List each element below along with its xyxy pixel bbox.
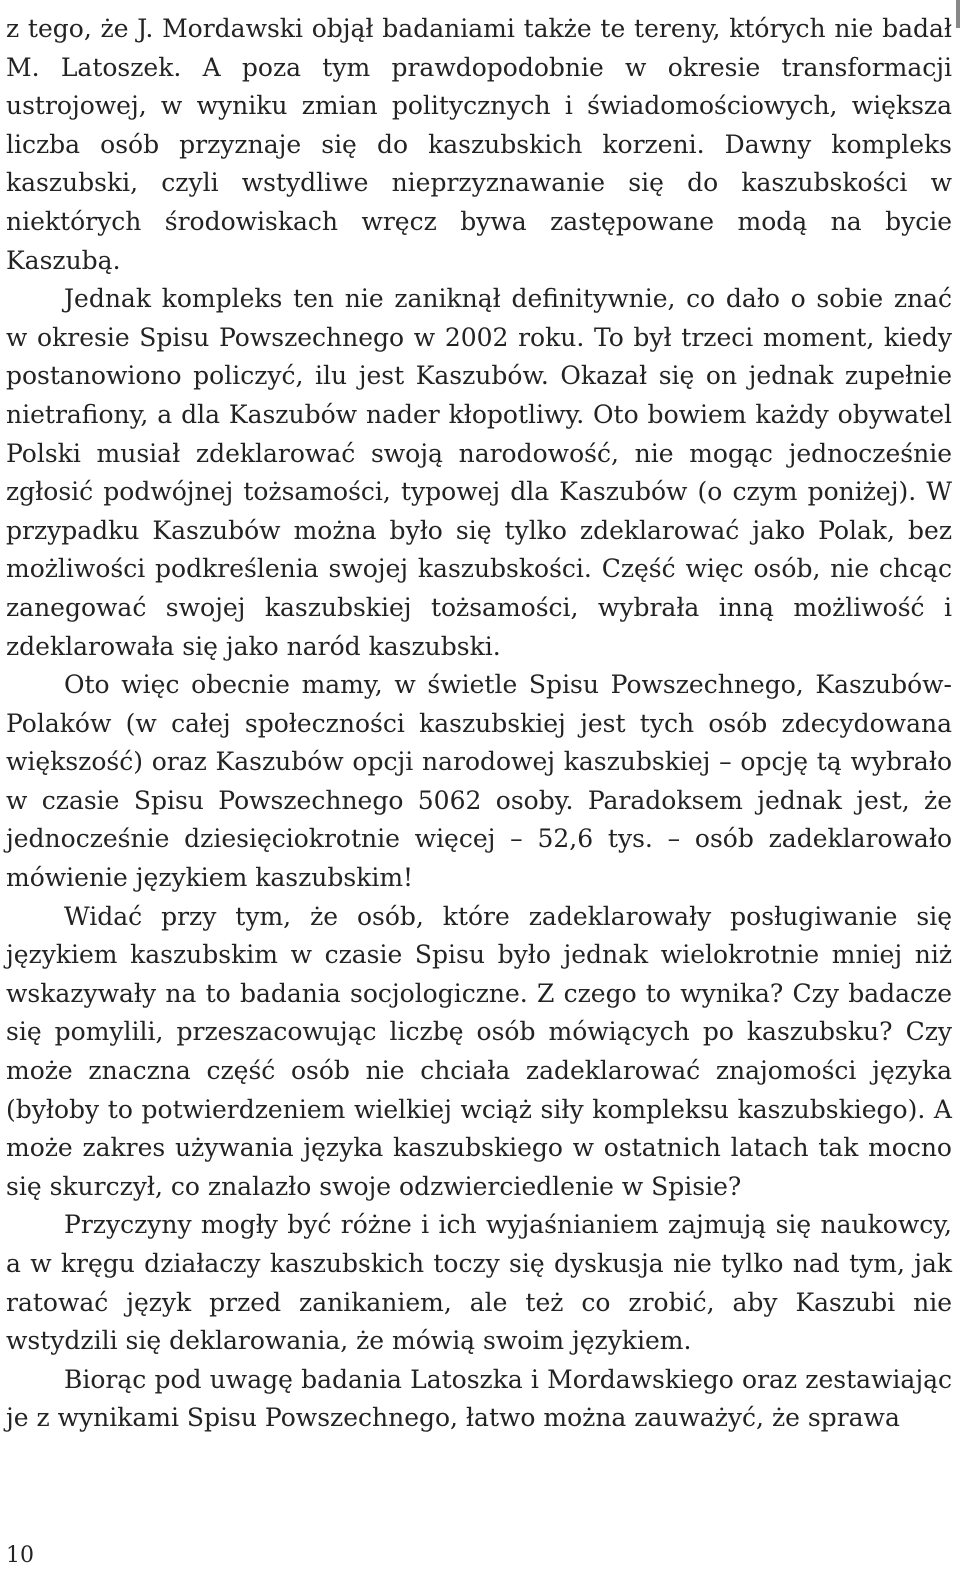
paragraph-3: Oto więc obecnie mamy, w świetle Spisu Powszechnego, Kaszubów-Polaków (w całej społeczności kaszubskiej jest tych osób zdecydowana większość) oraz Kaszubów opcji narodowej kaszubskiej – opcję tą wybrało w czasie Spisu Powszechnego 5062 osoby. Paradoksem jednak jest, że jednocześnie dziesięciokrotnie więcej – 52,6 tys. – osób zadeklarowało mówienie językiem kaszubskim! [6,670,952,893]
page-body [6,10,952,1438]
paragraph-4: Widać przy tym, że osób, które zadeklarowały posługiwanie się językiem kaszubskim w czasie Spisu było jednak wielokrotnie mniej niż wskazywały na to badania socjologiczne. Z czego to wynika? Czy badacze się pomylili, przeszacowując liczbę osób mówiących po kaszubsku? Czy może znaczna część osób nie chciała zadeklarować znajomości języka (byłoby to potwierdzeniem wielkiej wciąż siły kompleksu kaszubskiego). A może zakres używania języka kaszubskiego w ostatnich latach tak mocno się skurczył, co znalazło swoje odzwierciedlenie w Spisie? [6,901,952,1201]
paragraph-1: z tego, że J. Mordawski objął badaniami także te tereny, których nie badał M. Latoszek. A poza tym prawdopodobnie w okresie transformacji ustrojowej, w wyniku zmian politycznych i świadomościowych, większa liczba osób przyznaje się do kaszubskich korzeni. Dawny kompleks kaszubski, czyli wstydliwe nieprzyznawanie się do kaszubskości w niektórych środowiskach wręcz bywa zastępowane modą na bycie Kaszubą. [6,14,952,275]
paragraph-6: Biorąc pod uwagę badania Latoszka i Mordawskiego oraz zestawiając je z wynikami Spisu Powszechnego, łatwo można zauważyć, że sprawa [6,1364,952,1433]
paragraph-2: Jednak kompleks ten nie zaniknął definitywnie, co dało o sobie znać w okresie Spisu Powszechnego w 2002 roku. To był trzeci moment, kiedy postanowiono policzyć, ilu jest Kaszubów. Okazał się on jednak zupełnie nietrafiony, a dla Kaszubów nader kłopotliwy. Oto bowiem każdy obywatel Polski musiał zdeklarować swoją narodowość, nie mogąc jednocześnie zgłosić podwójnej tożsamości, typowej dla Kaszubów (o czym poniżej). W przypadku Kaszubów można było się tylko zdeklarować jako Polak, bez możliwości podkreślenia swojej kaszubskości. Część więc osób, nie chcąc zanegować swojej kaszubskiej tożsamości, wybrała inną możliwość i zdeklarowała się jako naród kaszubski. [6,284,952,661]
paragraph-5: Przyczyny mogły być różne i ich wyjaśnianiem zajmują się naukowcy, a w kręgu działaczy kaszubskich toczy się dyskusja nie tylko nad tym, jak ratować język przed zanikaniem, ale też co zrobić, aby Kaszubi nie wstydzili się deklarowania, że mówią swoim językiem. [6,1210,952,1356]
page-edge-mark [956,0,960,28]
page-number: 10 [6,1543,34,1568]
